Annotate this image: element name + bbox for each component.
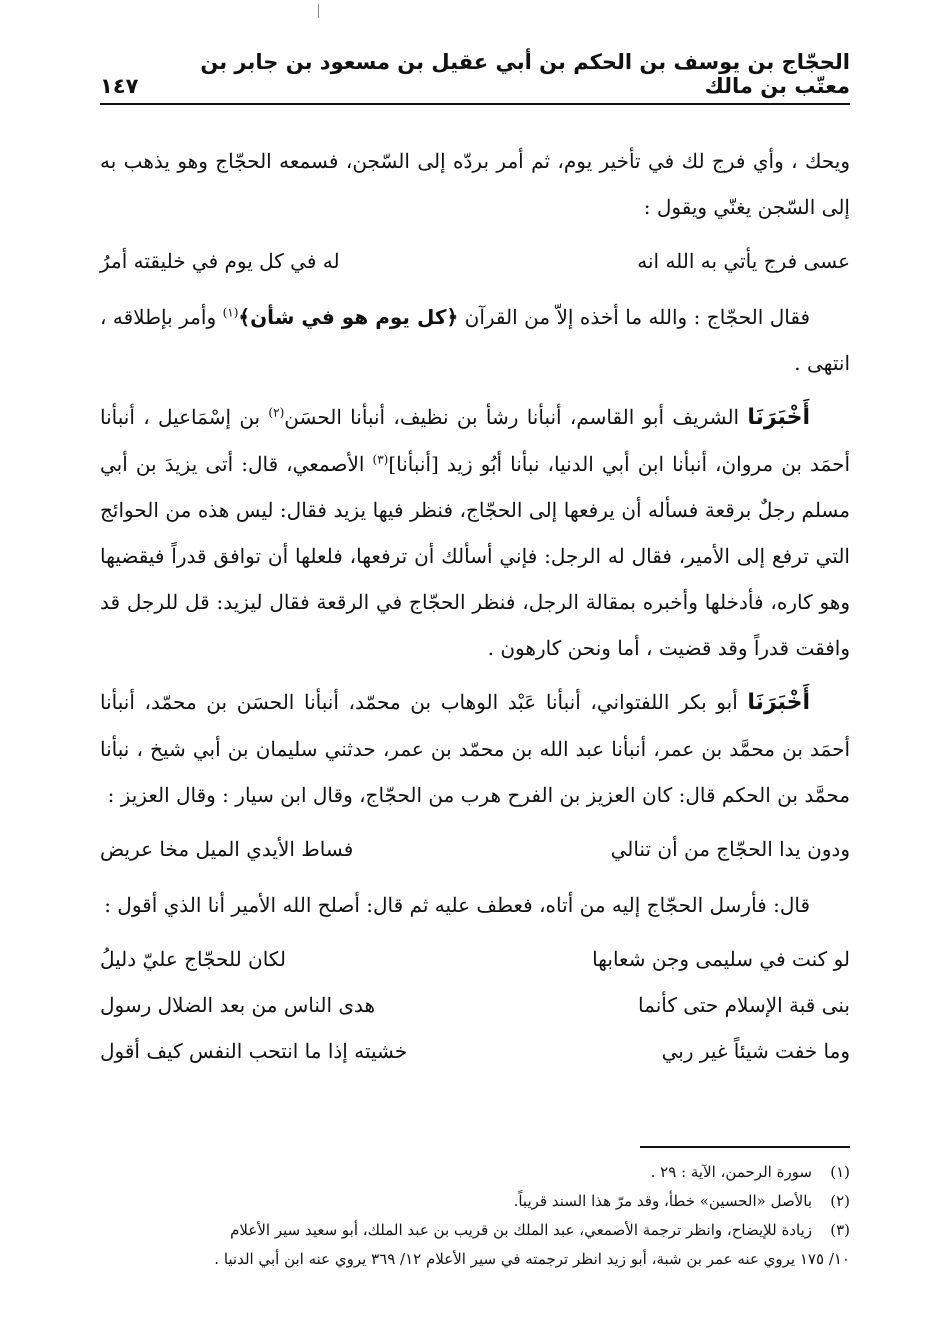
paragraph-3-part-a: الشريف أبو القاسم، أنبأنا رشأ بن نظيف، أنبأنا الحسَن bbox=[284, 405, 740, 429]
paragraph-2-end: وأمر بإطلاقه ، انتهى . bbox=[100, 305, 850, 375]
verse-left-hemistich: هدى الناس من بعد الضلال رسول bbox=[100, 993, 376, 1017]
paragraph-2 bbox=[100, 294, 850, 386]
verse-right-hemistich: عسى فرج يأتي به الله انه bbox=[637, 249, 850, 273]
paragraph-4 bbox=[100, 679, 850, 818]
verse-left-hemistich: لكان للحجّاج عليّ دليلُ bbox=[100, 947, 286, 971]
footnote-text: زيادة للإيضاح، وانظر ترجمة الأصمعي، عبد الملك بن قريب بن عبد الملك، أبو سعيد سير الأعلام bbox=[230, 1221, 812, 1239]
verse-line-3 bbox=[100, 936, 850, 982]
paragraph-2-text: فقال الحجّاج : والله ما أخذه إلاّ من القرآن bbox=[464, 305, 811, 329]
footnote-number: (٢) bbox=[830, 1192, 850, 1210]
footnote-ref-2: (٢) bbox=[268, 405, 285, 420]
verse-line-4 bbox=[100, 982, 850, 1028]
footnote-number: (٣) bbox=[830, 1221, 850, 1239]
verse-line-1 bbox=[100, 238, 850, 284]
page-number: ١٤٧ bbox=[100, 74, 139, 98]
page-mark bbox=[318, 4, 319, 18]
paragraph-3-part-c: الأصمعي، قال: أتى يزيدَ بن أبي مسلم رجلٌ برقعة فسأله أن يرفعها إلى الحجّاج، فنظر فيها يزيد فقال: ليس هذه من الحوائج التي ترفع إلى الأمير، فقال له الرجل: فإني أسألك أن ترفعها، فلعلها أن توافق قدراً فيقضيها وهو كاره، فأدخلها وأخبره بمقالة الرجل، فنظر الحجّاج في الرقعة فقال ليزيد: قل للرجل قد وافقت قدراً وقد قضيت ، أما ونحن كارهون . bbox=[100, 452, 850, 660]
paragraph-3 bbox=[100, 394, 850, 671]
verse-right-hemistich: وما خفت شيئاً غير ربي bbox=[661, 1039, 850, 1063]
footnotes bbox=[100, 1158, 850, 1274]
footnote-1 bbox=[100, 1158, 850, 1187]
paragraph-1: ويحك ، وأي فرج لك في تأخير يوم، ثم أمر بردّه إلى السّجن، فسمعه الحجّاج وهو يذهب به إلى السّجن يغنّي ويقول : bbox=[100, 149, 850, 219]
verse-line-2 bbox=[100, 826, 850, 872]
verse-line-5 bbox=[100, 1028, 850, 1074]
footnote-3 bbox=[100, 1216, 850, 1245]
verse-right-hemistich: ودون يدا الحجّاج من أن تنالي bbox=[610, 837, 850, 861]
footnote-rule bbox=[640, 1146, 850, 1148]
running-header bbox=[100, 50, 850, 98]
footnote-2 bbox=[100, 1187, 850, 1216]
header-title: الحجّاج بن يوسف بن الحكم بن أبي عقيل بن مسعود بن جابر بن معتّب بن مالك bbox=[200, 50, 850, 98]
isnad-lead-word: أَخْبَرَنَا bbox=[747, 405, 811, 430]
main-text bbox=[100, 138, 850, 1074]
paragraph-5: قال: فأرسل الحجّاج إليه من أتاه، فعطف عليه ثم قال: أصلح الله الأمير أنا الذي أقول : bbox=[104, 893, 810, 917]
paragraph-3-part-b: بن إسْمَاعيل ، أنبأنا أحمَد بن مروان، أنبأنا ابن أبي الدنيا، نبأنا أبُو زيد [أنبأنا] bbox=[100, 405, 850, 476]
verse-left-hemistich: خشيته إذا ما انتحب النفس كيف أقول bbox=[100, 1039, 408, 1063]
quran-quote: ﴿كل يوم هو في شأن﴾ bbox=[238, 305, 459, 329]
isnad-lead-word: أَخْبَرَنَا bbox=[747, 690, 811, 715]
verse-left-hemistich: له في كل يوم في خليقته أمرُ bbox=[100, 249, 340, 273]
footnote-text: سورة الرحمن، الآية : ٢٩ . bbox=[650, 1163, 812, 1181]
verse-right-hemistich: لو كنت في سليمى وجن شعابها bbox=[592, 947, 850, 971]
footnote-3-continuation: ١٠/ ١٧٥ يروي عنه عمر بن شبة، أبو زيد انظر ترجمته في سير الأعلام ١٢/ ٣٦٩ يروي عنه ابن أبي الدنيا . bbox=[214, 1250, 850, 1268]
footnote-ref-1: (١) bbox=[222, 305, 239, 320]
footnote-ref-3: (٣) bbox=[372, 452, 389, 467]
verse-left-hemistich: فساط الأيدي الميل مخا عريض bbox=[100, 837, 354, 861]
header-rule bbox=[100, 103, 850, 105]
footnote-number: (١) bbox=[830, 1163, 850, 1181]
paragraph-4-text: أبو بكر اللفتواني، أنبأنا عَبْد الوهاب بن محمّد، أنبأنا الحسَن بن محمّد، أنبأنا أحمَد بن محمَّد بن عمر، أنبأنا عبد الله بن محمّد بن عمر، حدثني سليمان بن أبي شيخ ، نبأنا محمَّد بن الحكم قال: كان العزيز بن الفرح هرب من الحجّاج، وقال ابن سيار : وقال العزيز : bbox=[100, 690, 850, 807]
footnote-text: بالأصل «الحسين» خطأ، وقد مرّ هذا السند قريباً. bbox=[513, 1192, 812, 1210]
verse-right-hemistich: بنى قبة الإسلام حتى كأنما bbox=[638, 993, 850, 1017]
